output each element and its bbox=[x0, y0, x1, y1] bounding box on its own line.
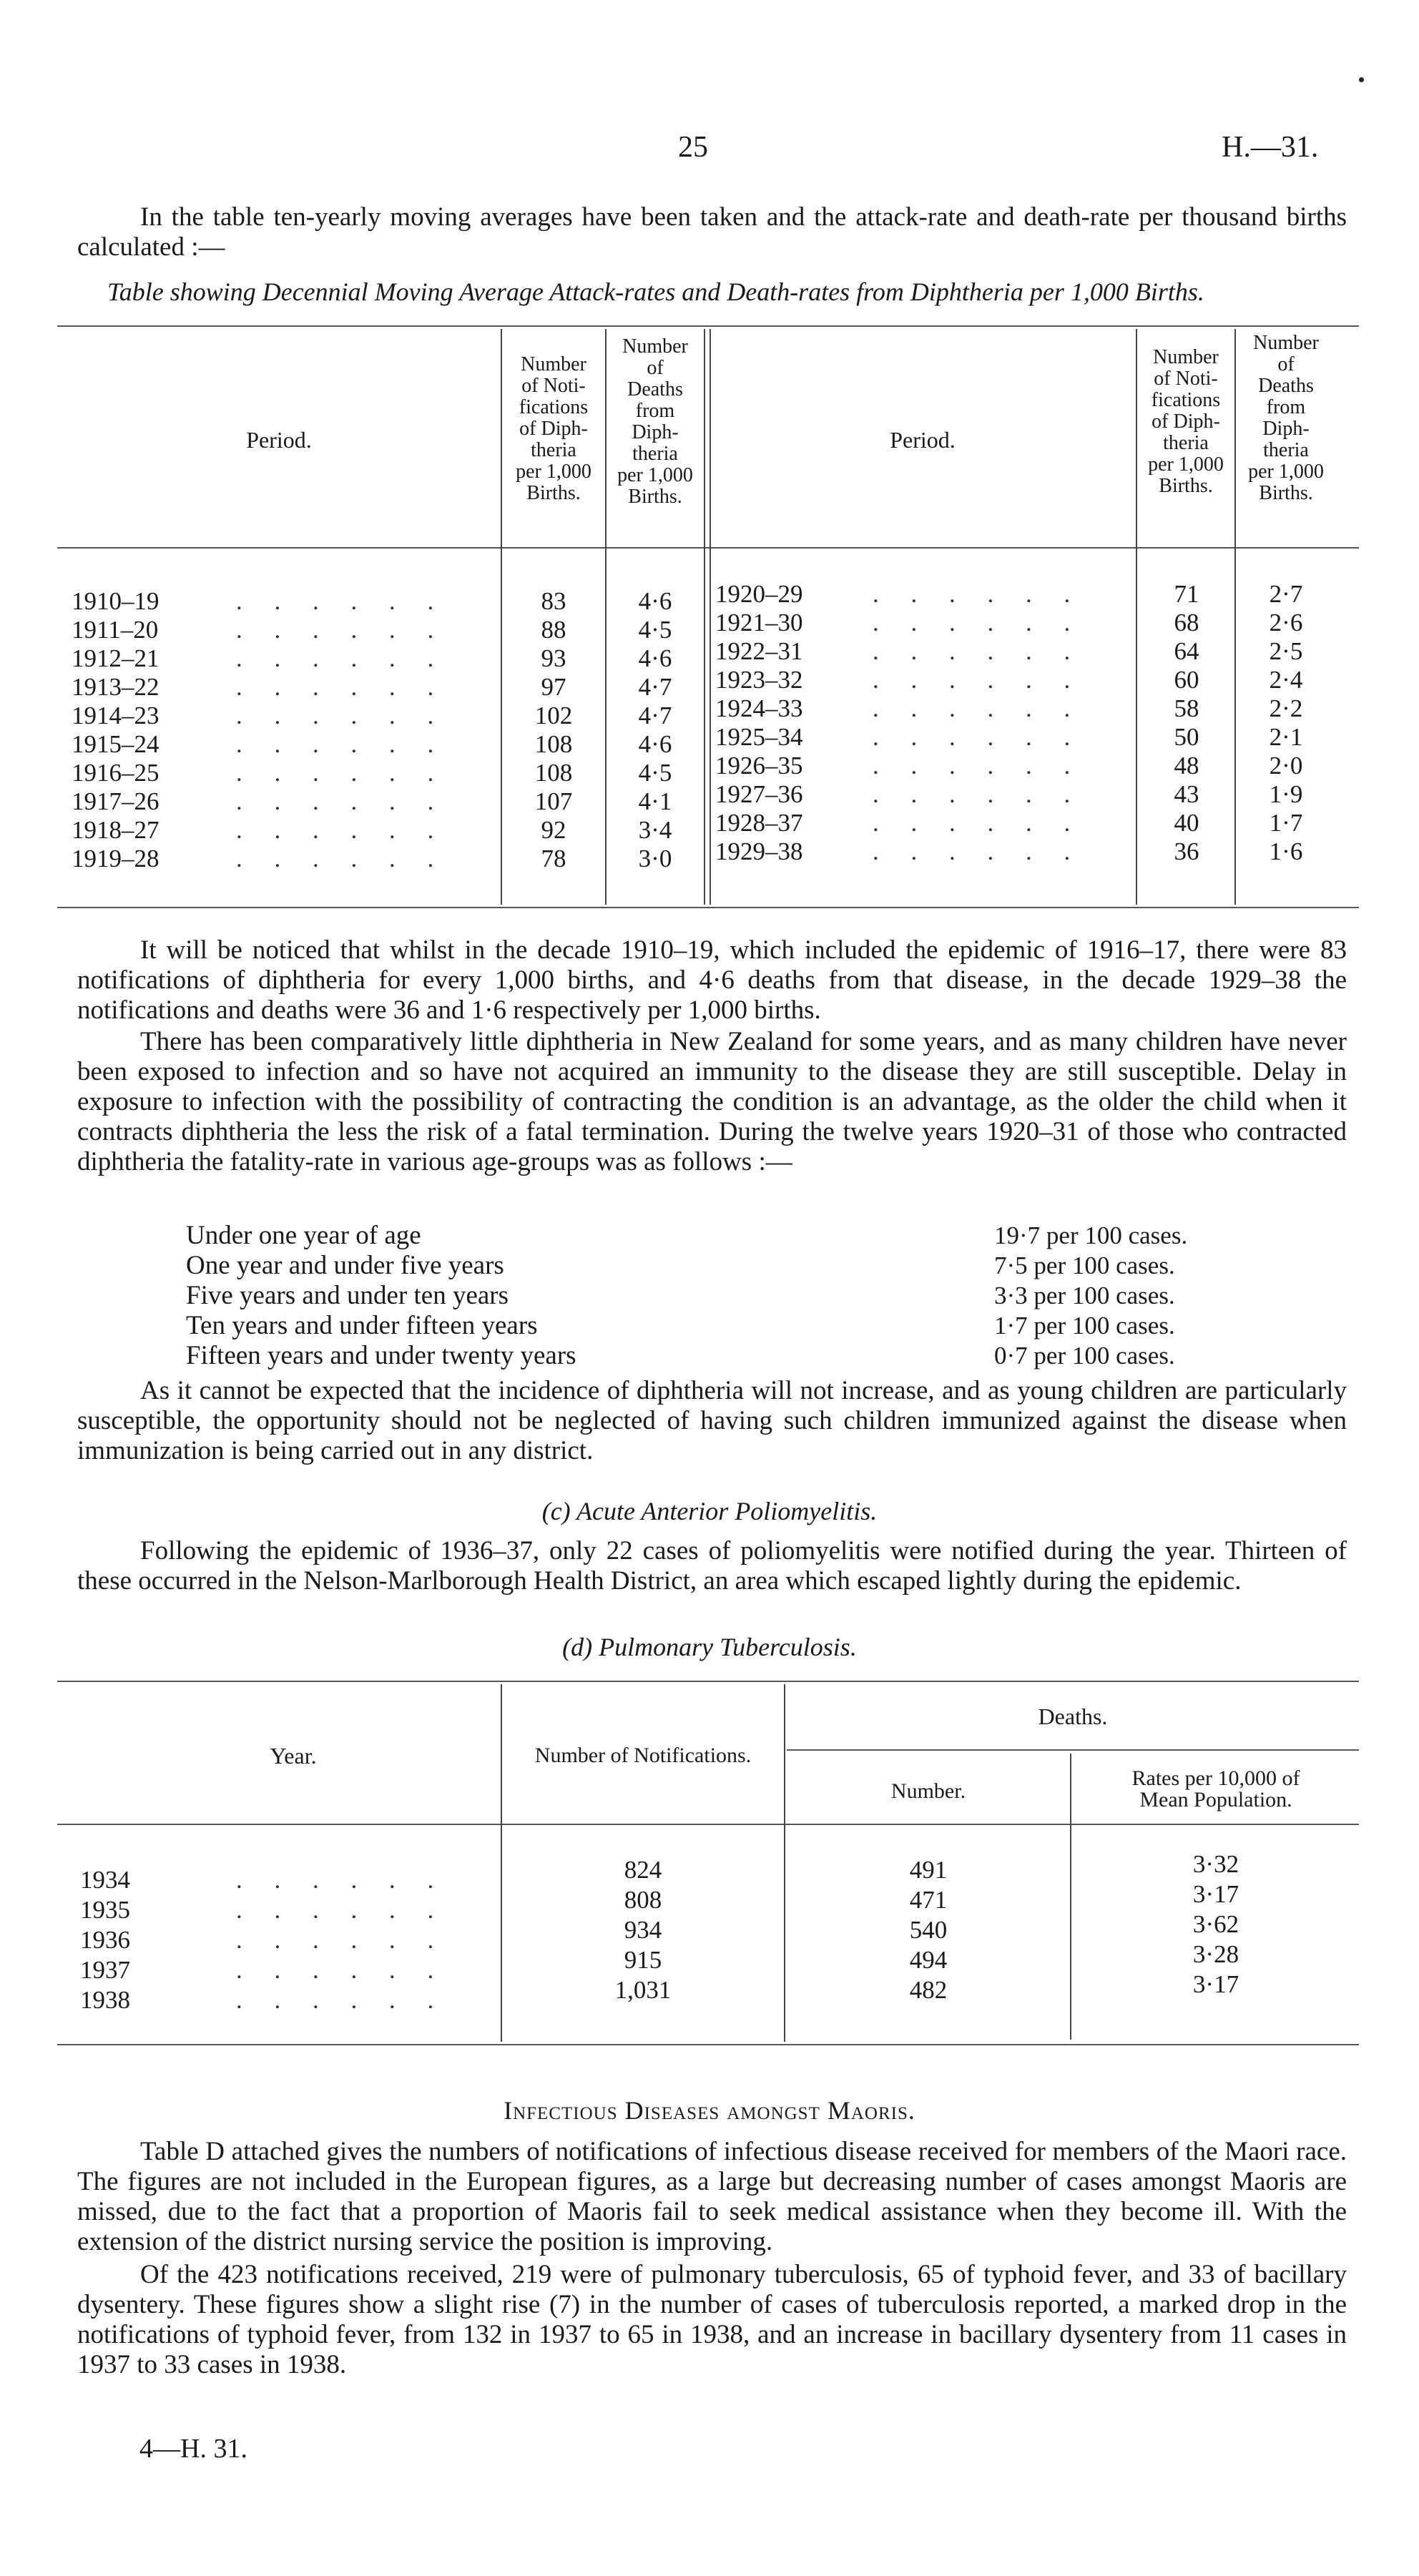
period-cell: 1927–36 bbox=[715, 780, 803, 808]
header-line: Births. bbox=[526, 482, 581, 504]
header-line: Deaths bbox=[627, 378, 683, 400]
leader-dots: . . . . . . bbox=[873, 837, 1084, 865]
intro-paragraph: In the table ten-yearly moving averages have been taken and the attack-rate and death-rate per thousand births calculated :— bbox=[77, 202, 1347, 262]
age-group-label: One year and under five years bbox=[186, 1251, 504, 1280]
period-cell: 1929–38 bbox=[715, 837, 803, 865]
leader-dots: . . . . . . bbox=[236, 1956, 447, 1984]
period-cell: 1928–37 bbox=[715, 809, 803, 837]
header-line: of bbox=[1277, 353, 1295, 375]
period-cell: 1915–24 bbox=[72, 730, 159, 758]
notifications-cell: 102 bbox=[534, 702, 573, 729]
page-number: 25 bbox=[678, 131, 708, 164]
header-line: Births. bbox=[628, 486, 682, 508]
notifications-cell: 58 bbox=[1174, 694, 1199, 722]
polio-paragraph: Following the epidemic of 1936–37, only 22 cases of poliomyelitis were notified during the year. Thirteen of these occurred in the Nelson-Marlborough Health District, an area which escaped lightly during the epidemic. bbox=[77, 1536, 1347, 1596]
notifications-cell: 824 bbox=[624, 1856, 662, 1884]
paragraph-decade-comparison: It will be noticed that whilst in the decade 1910–19, which included the epidemic of 1916–17, there were 83 notifications of diphtheria for every 1,000 births, and 4·6 deaths from that disease, in the decade 1929–38 the notifications and deaths were 36 and 1·6 respectively per 1,000 births. bbox=[77, 935, 1347, 1025]
deaths-rate-cell: 3·32 bbox=[1192, 1850, 1239, 1878]
age-group-rate: 1·7 per 100 cases. bbox=[994, 1312, 1175, 1339]
notifications-cell: 50 bbox=[1174, 723, 1199, 751]
notifications-cell: 808 bbox=[624, 1886, 662, 1914]
period-cell: 1911–20 bbox=[72, 616, 159, 644]
header-line: fications bbox=[1151, 389, 1221, 411]
notifications-cell: 915 bbox=[624, 1946, 662, 1974]
notifications-header bbox=[1137, 347, 1234, 497]
deaths-rate-cell: 3·62 bbox=[1192, 1910, 1239, 1938]
deaths-cell: 2·6 bbox=[1269, 609, 1303, 636]
age-group-label: Under one year of age bbox=[186, 1221, 421, 1250]
deaths-cell: 4·5 bbox=[638, 616, 672, 644]
page-mark bbox=[1359, 77, 1364, 82]
leader-dots: . . . . . . bbox=[236, 730, 447, 758]
paragraph-immunization: As it cannot be expected that the incidence of diphtheria will not increase, and as young children are particularly susceptible, the opportunity should not be neglected of having such children immunized against the disease when immunization is being carried out in any district. bbox=[77, 1376, 1347, 1465]
deaths-cell: 2·4 bbox=[1269, 666, 1303, 694]
deaths-header: Deaths. bbox=[1038, 1704, 1108, 1729]
leader-dots: . . . . . . bbox=[236, 1866, 447, 1894]
leader-dots: . . . . . . bbox=[236, 644, 447, 672]
header-line: fications bbox=[519, 396, 589, 418]
deaths-rate-cell: 3·28 bbox=[1192, 1940, 1239, 1968]
table1-divider bbox=[605, 329, 607, 905]
tb-heading: (d) Pulmonary Tuberculosis. bbox=[562, 1633, 857, 1661]
deaths-cell: 2·2 bbox=[1269, 694, 1303, 722]
period-cell: 1921–30 bbox=[715, 609, 803, 636]
header-line: per 1,000 bbox=[516, 461, 591, 483]
leader-dots: . . . . . . bbox=[236, 673, 447, 701]
deaths-cell: 2·7 bbox=[1269, 580, 1303, 608]
header-line: Number bbox=[1153, 346, 1219, 368]
leader-dots: . . . . . . bbox=[236, 1896, 447, 1924]
period-cell: 1923–32 bbox=[715, 666, 803, 694]
leader-dots: . . . . . . bbox=[873, 666, 1084, 694]
deaths-number-cell: 540 bbox=[909, 1916, 948, 1944]
age-group-label: Ten years and under fifteen years bbox=[186, 1311, 538, 1340]
notifications-header bbox=[504, 354, 604, 504]
deaths-cell: 1·9 bbox=[1269, 780, 1303, 808]
year-cell: 1934 bbox=[80, 1866, 130, 1894]
tb-header-rule bbox=[57, 1824, 1359, 1825]
leader-dots: . . . . . . bbox=[236, 787, 447, 815]
deaths-cell: 2·1 bbox=[1269, 723, 1303, 751]
paragraph-susceptibility: There has been comparatively little diphtheria in New Zealand for some years, and as many children have never been exposed to infection and so have not acquired an immunity to the disease they are still susceptible. Delay in exposure to infection with the possibility of contracting the condition is an advantage, as the older the child when it contracts diphtheria the less the risk of a fatal termination. During the twelve years 1920–31 of those who contracted diphtheria the fatality-rate in various age-groups was as follows :— bbox=[77, 1027, 1347, 1176]
deaths-cell: 1·7 bbox=[1269, 809, 1303, 837]
period-cell: 1913–22 bbox=[72, 673, 159, 701]
notifications-cell: 108 bbox=[534, 730, 573, 758]
notifications-cell: 60 bbox=[1174, 666, 1199, 694]
header-line: of bbox=[647, 357, 664, 379]
header-line: Diph- bbox=[632, 421, 679, 443]
header-line: Number bbox=[1253, 332, 1319, 354]
notifications-cell: 40 bbox=[1174, 809, 1199, 837]
maoris-heading: Infectious Diseases amongst Maoris. bbox=[504, 2096, 915, 2125]
deaths-cell: 2·0 bbox=[1269, 752, 1303, 780]
header-line: of Diph- bbox=[1152, 411, 1220, 433]
tb-top-rule bbox=[57, 1681, 1359, 1682]
header-line: theria bbox=[632, 443, 678, 465]
header-line: theria bbox=[1163, 432, 1209, 454]
leader-dots: . . . . . . bbox=[873, 580, 1084, 608]
notifications-cell: 97 bbox=[541, 673, 566, 701]
deaths-cell: 1·6 bbox=[1269, 837, 1303, 865]
notifications-cell: 78 bbox=[541, 845, 566, 872]
age-group-rate: 0·7 per 100 cases. bbox=[994, 1342, 1175, 1370]
tb-divider bbox=[501, 1684, 502, 2042]
header-line: Number bbox=[622, 335, 688, 358]
leader-dots: . . . . . . bbox=[236, 616, 447, 644]
header-line: Mean Population. bbox=[1139, 1788, 1292, 1811]
period-cell: 1914–23 bbox=[72, 702, 159, 729]
header-line: from bbox=[1266, 396, 1306, 418]
leader-dots: . . . . . . bbox=[873, 809, 1084, 837]
year-cell: 1936 bbox=[80, 1926, 130, 1954]
leader-dots: . . . . . . bbox=[873, 609, 1084, 636]
age-group-rate: 7·5 per 100 cases. bbox=[994, 1252, 1175, 1279]
deaths-cell: 3·4 bbox=[638, 816, 672, 844]
document-reference: H.—31. bbox=[1222, 131, 1319, 164]
period-cell: 1917–26 bbox=[72, 787, 159, 815]
header-line: per 1,000 bbox=[1248, 461, 1324, 483]
tb-divider bbox=[784, 1684, 785, 2042]
leader-dots: . . . . . . bbox=[236, 845, 447, 872]
deaths-cell: 4·7 bbox=[638, 673, 672, 701]
age-group-rate: 3·3 per 100 cases. bbox=[994, 1282, 1175, 1309]
notifications-cell: 108 bbox=[534, 759, 573, 787]
header-line: from bbox=[635, 400, 675, 422]
header-line: of Noti- bbox=[1154, 368, 1218, 390]
number-header: Number. bbox=[890, 1779, 966, 1803]
period-cell: 1919–28 bbox=[72, 845, 159, 872]
leader-dots: . . . . . . bbox=[236, 587, 447, 615]
header-line: theria bbox=[1263, 439, 1309, 461]
table1-bottom-rule bbox=[57, 907, 1359, 908]
table1-divider bbox=[710, 329, 711, 905]
maoris-paragraph-1: Table D attached gives the numbers of notifications of infectious disease received for members of the Maori race. The figures are not included in the European figures, as a large but decreasing number of cases amongst Maoris are missed, due to the fact that a proportion of Maoris fail to seek medical assistance when they become ill. With the extension of the district nursing service the position is improving. bbox=[77, 2137, 1347, 2256]
period-header: Period. bbox=[246, 427, 312, 453]
notifications-cell: 93 bbox=[541, 644, 566, 672]
deaths-number-cell: 494 bbox=[909, 1946, 948, 1974]
header-line: Rates per 10,000 of bbox=[1131, 1766, 1300, 1790]
period-cell: 1912–21 bbox=[72, 644, 159, 672]
table1-top-rule bbox=[57, 325, 1359, 327]
notifications-cell: 1,031 bbox=[614, 1976, 672, 2004]
period-cell: 1910–19 bbox=[72, 587, 159, 615]
footer-reference: 4—H. 31. bbox=[139, 2434, 247, 2464]
notifications-cell: 934 bbox=[624, 1916, 662, 1944]
notifications-cell: 83 bbox=[541, 587, 566, 615]
year-cell: 1938 bbox=[80, 1986, 130, 2014]
deaths-cell: 4·1 bbox=[638, 787, 672, 815]
leader-dots: . . . . . . bbox=[873, 637, 1084, 665]
table1-caption: Table showing Decennial Moving Average Attack-rates and Death-rates from Diphtheria per 1,000 Births. bbox=[107, 277, 1204, 306]
leader-dots: . . . . . . bbox=[236, 759, 447, 787]
deaths-cell: 4·6 bbox=[638, 730, 672, 758]
deaths-cell: 2·5 bbox=[1269, 637, 1303, 665]
period-cell: 1926–35 bbox=[715, 752, 803, 780]
deaths-cell: 4·7 bbox=[638, 702, 672, 729]
leader-dots: . . . . . . bbox=[873, 694, 1084, 722]
header-line: Number bbox=[521, 353, 586, 375]
maoris-paragraph-2: Of the 423 notifications received, 219 were of pulmonary tuberculosis, 65 of typhoid fever, and 33 of bacillary dysentery. These figures show a slight rise (7) in the number of cases of tuberculosis reported, a marked drop in the notifications of typhoid fever, from 132 in 1937 to 65 in 1938, and an increase in bacillary dysentery from 11 cases in 1937 to 33 cases in 1938. bbox=[77, 2260, 1347, 2379]
leader-dots: . . . . . . bbox=[873, 723, 1084, 751]
deaths-number-cell: 471 bbox=[909, 1886, 948, 1914]
leader-dots: . . . . . . bbox=[873, 780, 1084, 808]
notifications-cell: 71 bbox=[1174, 580, 1199, 608]
header-line: of Diph- bbox=[519, 418, 588, 440]
header-line: Deaths bbox=[1258, 375, 1314, 397]
deaths-cell: 4·5 bbox=[638, 759, 672, 787]
tb-divider bbox=[1070, 1754, 1071, 2040]
table1-divider bbox=[1234, 329, 1236, 905]
notifications-cell: 92 bbox=[541, 816, 566, 844]
leader-dots: . . . . . . bbox=[236, 702, 447, 729]
leader-dots: . . . . . . bbox=[873, 752, 1084, 780]
tb-bottom-rule bbox=[57, 2044, 1359, 2045]
header-line: theria bbox=[531, 439, 576, 461]
header-line: per 1,000 bbox=[1148, 453, 1224, 476]
table1-divider bbox=[501, 329, 502, 905]
deaths-header bbox=[608, 336, 702, 508]
age-group-label: Fifteen years and under twenty years bbox=[186, 1341, 576, 1370]
table1-header-rule bbox=[57, 547, 1359, 549]
period-cell: 1924–33 bbox=[715, 694, 803, 722]
period-cell: 1922–31 bbox=[715, 637, 803, 665]
rates-header bbox=[1073, 1768, 1359, 1811]
period-cell: 1916–25 bbox=[72, 759, 159, 787]
period-header: Period. bbox=[890, 427, 956, 453]
age-group-label: Five years and under ten years bbox=[186, 1281, 509, 1310]
deaths-header bbox=[1237, 333, 1335, 504]
polio-heading: (c) Acute Anterior Poliomyelitis. bbox=[541, 1497, 878, 1525]
header-line: Diph- bbox=[1262, 418, 1310, 440]
notifications-cell: 68 bbox=[1174, 609, 1199, 636]
deaths-number-cell: 482 bbox=[909, 1976, 948, 2004]
notifications-cell: 88 bbox=[541, 616, 566, 644]
header-line: of Noti- bbox=[521, 375, 586, 397]
period-cell: 1918–27 bbox=[72, 816, 159, 844]
deaths-cell: 4·6 bbox=[638, 587, 672, 615]
notifications-header: Number of Notifications. bbox=[534, 1744, 752, 1767]
period-cell: 1920–29 bbox=[715, 580, 803, 608]
leader-dots: . . . . . . bbox=[236, 816, 447, 844]
deaths-cell: 4·6 bbox=[638, 644, 672, 672]
notifications-cell: 48 bbox=[1174, 752, 1199, 780]
year-header: Year. bbox=[270, 1743, 317, 1769]
notifications-cell: 64 bbox=[1174, 637, 1199, 665]
deaths-rate-cell: 3·17 bbox=[1192, 1880, 1239, 1908]
deaths-number-cell: 491 bbox=[909, 1856, 948, 1884]
header-line: Births. bbox=[1259, 482, 1313, 504]
year-cell: 1935 bbox=[80, 1896, 130, 1924]
leader-dots: . . . . . . bbox=[236, 1926, 447, 1954]
table1-divider bbox=[704, 329, 705, 905]
header-line: per 1,000 bbox=[617, 464, 693, 486]
deaths-rate-cell: 3·17 bbox=[1192, 1970, 1239, 1998]
leader-dots: . . . . . . bbox=[236, 1986, 447, 2014]
year-cell: 1937 bbox=[80, 1956, 130, 1984]
notifications-cell: 107 bbox=[534, 787, 573, 815]
deaths-subrule bbox=[787, 1749, 1359, 1751]
period-cell: 1925–34 bbox=[715, 723, 803, 751]
notifications-cell: 36 bbox=[1174, 837, 1199, 865]
notifications-cell: 43 bbox=[1174, 780, 1199, 808]
deaths-cell: 3·0 bbox=[638, 845, 672, 872]
age-group-rate: 19·7 per 100 cases. bbox=[994, 1221, 1188, 1249]
header-line: Births. bbox=[1159, 475, 1213, 497]
